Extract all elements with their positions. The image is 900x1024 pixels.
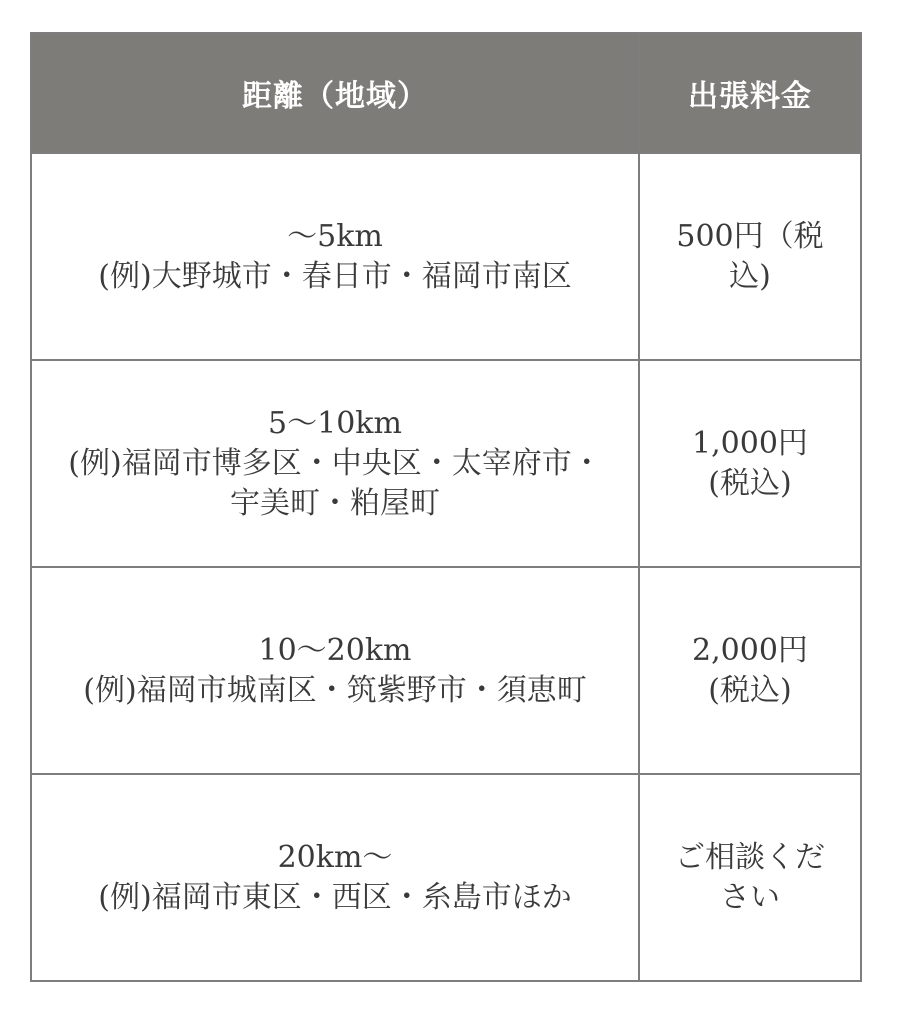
distance-range: 20km〜 [277,839,393,875]
header-fee: 出張料金 [639,33,861,153]
distance-range: 〜5km [287,218,383,254]
header-distance: 距離（地域） [31,33,639,153]
distance-range: 5〜10km [268,405,402,441]
table-header-row [31,33,861,153]
area-examples: (例)大野城市・春日市・福岡市南区 [98,258,572,294]
table-row [31,567,861,774]
area-examples: (例)福岡市城南区・筑紫野市・須恵町 [83,672,587,708]
fee-value: 500円（税込) [676,218,824,294]
travel-fee-table [30,32,862,982]
table-row [31,153,861,360]
area-examples: (例)福岡市東区・西区・糸島市ほか [98,879,572,915]
fee-value: 1,000円(税込) [692,425,808,501]
distance-range: 10〜20km [258,632,412,668]
distance-cell [31,360,639,567]
area-examples: (例)福岡市博多区・中央区・太宰府市・宇美町・粕屋町 [68,445,602,521]
fee-cell [639,153,861,360]
distance-cell [31,774,639,981]
fee-value: 2,000円(税込) [692,632,808,708]
fee-cell [639,567,861,774]
fee-cell [639,360,861,567]
distance-cell [31,567,639,774]
distance-cell [31,153,639,360]
table-row [31,360,861,567]
table-row [31,774,861,981]
fee-cell [639,774,861,981]
fee-value: ご相談ください [675,839,825,915]
